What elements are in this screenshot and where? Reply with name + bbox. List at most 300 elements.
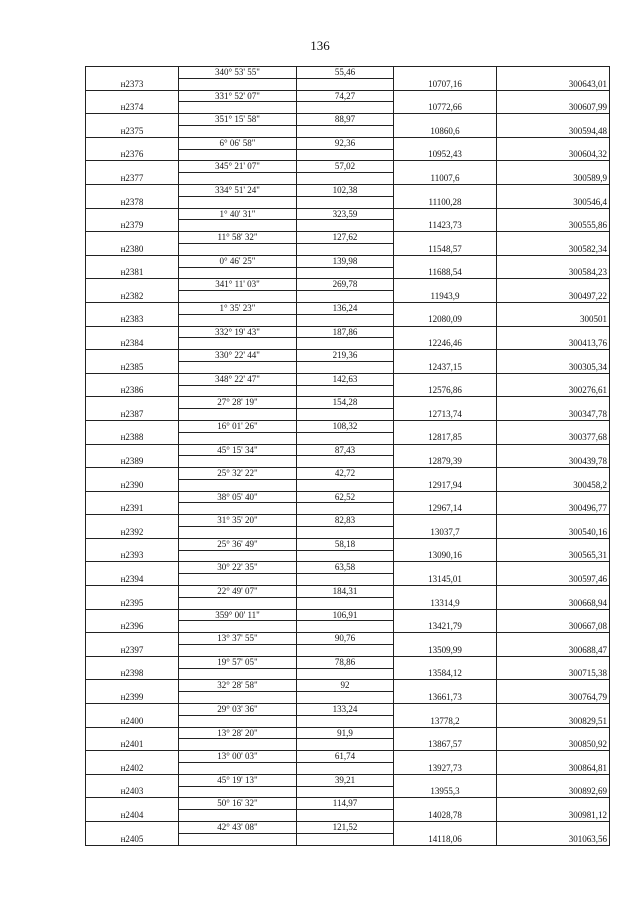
point-name-cell: н2398 xyxy=(86,668,179,680)
y-coordinate-cell: 300607,99 xyxy=(497,102,610,114)
segment-row xyxy=(86,491,610,503)
point-row xyxy=(86,102,610,114)
y-coordinate-cell xyxy=(497,67,610,79)
direction-angle-cell xyxy=(179,645,297,657)
length-cell: 58,18 xyxy=(297,538,394,550)
length-cell xyxy=(297,409,394,421)
length-cell xyxy=(297,786,394,798)
point-name-cell xyxy=(86,704,179,716)
segment-row xyxy=(86,137,610,149)
point-name-cell: н2376 xyxy=(86,149,179,161)
y-coordinate-cell: 300565,31 xyxy=(497,550,610,562)
x-coordinate-cell: 13927,73 xyxy=(394,763,497,775)
point-name-cell xyxy=(86,515,179,527)
segment-row xyxy=(86,633,610,645)
point-name-cell xyxy=(86,114,179,126)
point-name-cell: н2404 xyxy=(86,810,179,822)
length-cell: 78,86 xyxy=(297,656,394,668)
length-cell: 55,46 xyxy=(297,67,394,79)
point-name-cell xyxy=(86,774,179,786)
x-coordinate-cell: 14118,06 xyxy=(394,833,497,845)
length-cell: 57,02 xyxy=(297,161,394,173)
segment-row xyxy=(86,397,610,409)
point-row xyxy=(86,621,610,633)
length-cell: 91,9 xyxy=(297,727,394,739)
x-coordinate-cell: 13509,99 xyxy=(394,645,497,657)
x-coordinate-cell: 13145,01 xyxy=(394,574,497,586)
length-cell xyxy=(297,621,394,633)
point-row xyxy=(86,314,610,326)
point-name-cell xyxy=(86,538,179,550)
direction-angle-cell: 1° 40' 31" xyxy=(179,208,297,220)
segment-row xyxy=(86,255,610,267)
point-row xyxy=(86,267,610,279)
point-name-cell: н2377 xyxy=(86,173,179,185)
x-coordinate-cell: 12967,14 xyxy=(394,503,497,515)
x-coordinate-cell xyxy=(394,302,497,314)
y-coordinate-cell xyxy=(497,232,610,244)
direction-angle-cell: 13° 37' 55" xyxy=(179,633,297,645)
y-coordinate-cell: 300594,48 xyxy=(497,125,610,137)
x-coordinate-cell: 12817,85 xyxy=(394,432,497,444)
length-cell: 87,43 xyxy=(297,444,394,456)
x-coordinate-cell xyxy=(394,137,497,149)
point-row xyxy=(86,503,610,515)
y-coordinate-cell: 300892,69 xyxy=(497,786,610,798)
point-name-cell xyxy=(86,822,179,834)
x-coordinate-cell xyxy=(394,208,497,220)
point-row xyxy=(86,668,610,680)
y-coordinate-cell: 300584,23 xyxy=(497,267,610,279)
y-coordinate-cell xyxy=(497,798,610,810)
segment-row xyxy=(86,704,610,716)
direction-angle-cell: 330° 22' 44" xyxy=(179,350,297,362)
point-name-cell: н2396 xyxy=(86,621,179,633)
point-name-cell: н2383 xyxy=(86,314,179,326)
point-name-cell xyxy=(86,751,179,763)
point-row xyxy=(86,810,610,822)
direction-angle-cell: 341° 11' 03" xyxy=(179,279,297,291)
direction-angle-cell xyxy=(179,833,297,845)
direction-angle-cell: 29° 03' 36" xyxy=(179,704,297,716)
point-row xyxy=(86,479,610,491)
point-name-cell xyxy=(86,90,179,102)
y-coordinate-cell: 300589,9 xyxy=(497,173,610,185)
point-row xyxy=(86,385,610,397)
y-coordinate-cell xyxy=(497,656,610,668)
point-name-cell: н2394 xyxy=(86,574,179,586)
point-row xyxy=(86,550,610,562)
direction-angle-cell xyxy=(179,314,297,326)
direction-angle-cell xyxy=(179,125,297,137)
direction-angle-cell: 332° 19' 43" xyxy=(179,326,297,338)
y-coordinate-cell: 300688,47 xyxy=(497,645,610,657)
point-name-cell xyxy=(86,208,179,220)
point-row xyxy=(86,149,610,161)
point-name-cell: н2403 xyxy=(86,786,179,798)
coordinates-table xyxy=(85,66,610,846)
length-cell xyxy=(297,267,394,279)
point-name-cell xyxy=(86,326,179,338)
y-coordinate-cell xyxy=(497,609,610,621)
length-cell: 133,24 xyxy=(297,704,394,716)
point-name-cell xyxy=(86,468,179,480)
direction-angle-cell xyxy=(179,739,297,751)
x-coordinate-cell: 11548,57 xyxy=(394,243,497,255)
segment-row xyxy=(86,822,610,834)
direction-angle-cell: 42° 43' 08" xyxy=(179,822,297,834)
direction-angle-cell xyxy=(179,715,297,727)
direction-angle-cell xyxy=(179,173,297,185)
length-cell: 106,91 xyxy=(297,609,394,621)
length-cell xyxy=(297,196,394,208)
y-coordinate-cell xyxy=(497,680,610,692)
segment-row xyxy=(86,515,610,527)
y-coordinate-cell xyxy=(497,114,610,126)
length-cell: 139,98 xyxy=(297,255,394,267)
x-coordinate-cell: 13584,12 xyxy=(394,668,497,680)
x-coordinate-cell xyxy=(394,586,497,598)
y-coordinate-cell: 300597,46 xyxy=(497,574,610,586)
direction-angle-cell: 31° 35' 20" xyxy=(179,515,297,527)
point-name-cell: н2375 xyxy=(86,125,179,137)
y-coordinate-cell xyxy=(497,774,610,786)
direction-angle-cell: 6° 06' 58" xyxy=(179,137,297,149)
segment-row xyxy=(86,798,610,810)
point-name-cell xyxy=(86,350,179,362)
length-cell: 74,27 xyxy=(297,90,394,102)
length-cell: 42,72 xyxy=(297,468,394,480)
x-coordinate-cell: 12080,09 xyxy=(394,314,497,326)
y-coordinate-cell xyxy=(497,397,610,409)
length-cell: 142,63 xyxy=(297,373,394,385)
segment-row xyxy=(86,373,610,385)
point-name-cell: н2405 xyxy=(86,833,179,845)
x-coordinate-cell: 12713,74 xyxy=(394,409,497,421)
length-cell: 187,86 xyxy=(297,326,394,338)
direction-angle-cell xyxy=(179,243,297,255)
x-coordinate-cell: 14028,78 xyxy=(394,810,497,822)
y-coordinate-cell xyxy=(497,538,610,550)
length-cell xyxy=(297,692,394,704)
length-cell xyxy=(297,763,394,775)
length-cell xyxy=(297,833,394,845)
segment-row xyxy=(86,586,610,598)
x-coordinate-cell xyxy=(394,704,497,716)
point-row xyxy=(86,739,610,751)
y-coordinate-cell: 300458,2 xyxy=(497,479,610,491)
x-coordinate-cell xyxy=(394,350,497,362)
direction-angle-cell xyxy=(179,291,297,303)
y-coordinate-cell xyxy=(497,420,610,432)
segment-row xyxy=(86,727,610,739)
y-coordinate-cell: 300347,78 xyxy=(497,409,610,421)
x-coordinate-cell xyxy=(394,184,497,196)
y-coordinate-cell xyxy=(497,161,610,173)
direction-angle-cell: 13° 00' 03" xyxy=(179,751,297,763)
segment-row xyxy=(86,67,610,79)
segment-row xyxy=(86,350,610,362)
segment-row xyxy=(86,420,610,432)
direction-angle-cell: 11° 58' 32" xyxy=(179,232,297,244)
direction-angle-cell: 1° 35' 23" xyxy=(179,302,297,314)
point-name-cell: н2379 xyxy=(86,220,179,232)
x-coordinate-cell: 10772,66 xyxy=(394,102,497,114)
length-cell: 88,97 xyxy=(297,114,394,126)
direction-angle-cell: 27° 28' 19" xyxy=(179,397,297,409)
point-name-cell xyxy=(86,397,179,409)
length-cell: 127,62 xyxy=(297,232,394,244)
point-name-cell xyxy=(86,680,179,692)
point-row xyxy=(86,715,610,727)
y-coordinate-cell: 300496,77 xyxy=(497,503,610,515)
length-cell xyxy=(297,432,394,444)
segment-row xyxy=(86,562,610,574)
point-row xyxy=(86,692,610,704)
y-coordinate-cell: 300555,86 xyxy=(497,220,610,232)
point-name-cell: н2381 xyxy=(86,267,179,279)
y-coordinate-cell: 300439,78 xyxy=(497,456,610,468)
length-cell: 92,36 xyxy=(297,137,394,149)
length-cell: 61,74 xyxy=(297,751,394,763)
length-cell: 114,97 xyxy=(297,798,394,810)
y-coordinate-cell xyxy=(497,350,610,362)
x-coordinate-cell xyxy=(394,90,497,102)
y-coordinate-cell: 300764,79 xyxy=(497,692,610,704)
direction-angle-cell xyxy=(179,267,297,279)
point-name-cell xyxy=(86,491,179,503)
point-row xyxy=(86,291,610,303)
direction-angle-cell: 45° 15' 34" xyxy=(179,444,297,456)
direction-angle-cell xyxy=(179,385,297,397)
point-name-cell: н2386 xyxy=(86,385,179,397)
x-coordinate-cell xyxy=(394,444,497,456)
y-coordinate-cell xyxy=(497,751,610,763)
x-coordinate-cell: 13037,7 xyxy=(394,527,497,539)
length-cell: 62,52 xyxy=(297,491,394,503)
point-name-cell: н2387 xyxy=(86,409,179,421)
x-coordinate-cell: 12917,94 xyxy=(394,479,497,491)
point-name-cell: н2391 xyxy=(86,503,179,515)
x-coordinate-cell xyxy=(394,751,497,763)
point-name-cell xyxy=(86,373,179,385)
direction-angle-cell: 19° 57' 05" xyxy=(179,656,297,668)
point-name-cell xyxy=(86,137,179,149)
direction-angle-cell xyxy=(179,361,297,373)
segment-row xyxy=(86,302,610,314)
segment-row xyxy=(86,751,610,763)
y-coordinate-cell xyxy=(497,255,610,267)
length-cell: 136,24 xyxy=(297,302,394,314)
direction-angle-cell xyxy=(179,432,297,444)
length-cell: 82,83 xyxy=(297,515,394,527)
direction-angle-cell xyxy=(179,786,297,798)
y-coordinate-cell: 300540,16 xyxy=(497,527,610,539)
x-coordinate-cell xyxy=(394,491,497,503)
point-row xyxy=(86,243,610,255)
x-coordinate-cell: 10707,16 xyxy=(394,78,497,90)
point-row xyxy=(86,78,610,90)
point-name-cell: н2392 xyxy=(86,527,179,539)
length-cell xyxy=(297,385,394,397)
length-cell: 323,59 xyxy=(297,208,394,220)
x-coordinate-cell xyxy=(394,798,497,810)
length-cell xyxy=(297,739,394,751)
point-name-cell xyxy=(86,255,179,267)
y-coordinate-cell: 300981,12 xyxy=(497,810,610,822)
x-coordinate-cell xyxy=(394,114,497,126)
length-cell xyxy=(297,550,394,562)
x-coordinate-cell xyxy=(394,774,497,786)
x-coordinate-cell xyxy=(394,609,497,621)
segment-row xyxy=(86,114,610,126)
segment-row xyxy=(86,656,610,668)
point-row xyxy=(86,361,610,373)
x-coordinate-cell: 11423,73 xyxy=(394,220,497,232)
direction-angle-cell xyxy=(179,456,297,468)
length-cell xyxy=(297,291,394,303)
x-coordinate-cell xyxy=(394,656,497,668)
direction-angle-cell xyxy=(179,409,297,421)
point-name-cell: н2399 xyxy=(86,692,179,704)
length-cell: 121,52 xyxy=(297,822,394,834)
length-cell: 219,36 xyxy=(297,350,394,362)
x-coordinate-cell: 11943,9 xyxy=(394,291,497,303)
point-name-cell xyxy=(86,184,179,196)
x-coordinate-cell: 11688,54 xyxy=(394,267,497,279)
x-coordinate-cell xyxy=(394,538,497,550)
y-coordinate-cell xyxy=(497,562,610,574)
x-coordinate-cell: 12246,46 xyxy=(394,338,497,350)
direction-angle-cell xyxy=(179,597,297,609)
y-coordinate-cell: 300501 xyxy=(497,314,610,326)
y-coordinate-cell xyxy=(497,208,610,220)
y-coordinate-cell xyxy=(497,822,610,834)
x-coordinate-cell xyxy=(394,161,497,173)
x-coordinate-cell xyxy=(394,727,497,739)
direction-angle-cell xyxy=(179,763,297,775)
y-coordinate-cell xyxy=(497,515,610,527)
x-coordinate-cell xyxy=(394,420,497,432)
direction-angle-cell xyxy=(179,102,297,114)
segment-row xyxy=(86,774,610,786)
y-coordinate-cell xyxy=(497,137,610,149)
y-coordinate-cell xyxy=(497,704,610,716)
segment-row xyxy=(86,609,610,621)
point-row xyxy=(86,173,610,185)
point-row xyxy=(86,574,610,586)
length-cell xyxy=(297,338,394,350)
direction-angle-cell xyxy=(179,78,297,90)
point-name-cell: н2395 xyxy=(86,597,179,609)
table-body xyxy=(86,67,610,846)
segment-row xyxy=(86,232,610,244)
direction-angle-cell: 16° 01' 26" xyxy=(179,420,297,432)
length-cell: 63,58 xyxy=(297,562,394,574)
length-cell: 154,28 xyxy=(297,397,394,409)
x-coordinate-cell: 13090,16 xyxy=(394,550,497,562)
point-row xyxy=(86,456,610,468)
x-coordinate-cell xyxy=(394,232,497,244)
point-name-cell: н2393 xyxy=(86,550,179,562)
y-coordinate-cell: 300377,68 xyxy=(497,432,610,444)
point-name-cell: н2397 xyxy=(86,645,179,657)
segment-row xyxy=(86,184,610,196)
direction-angle-cell xyxy=(179,149,297,161)
x-coordinate-cell: 11007,6 xyxy=(394,173,497,185)
x-coordinate-cell: 12879,39 xyxy=(394,456,497,468)
x-coordinate-cell xyxy=(394,326,497,338)
point-name-cell xyxy=(86,609,179,621)
point-row xyxy=(86,833,610,845)
y-coordinate-cell: 300497,22 xyxy=(497,291,610,303)
point-name-cell: н2374 xyxy=(86,102,179,114)
direction-angle-cell: 45° 19' 13" xyxy=(179,774,297,786)
point-name-cell: н2390 xyxy=(86,479,179,491)
length-cell xyxy=(297,597,394,609)
direction-angle-cell: 25° 32' 22" xyxy=(179,468,297,480)
length-cell: 102,38 xyxy=(297,184,394,196)
direction-angle-cell: 0° 46' 25" xyxy=(179,255,297,267)
y-coordinate-cell: 301063,56 xyxy=(497,833,610,845)
direction-angle-cell xyxy=(179,574,297,586)
length-cell: 90,76 xyxy=(297,633,394,645)
point-name-cell: н2373 xyxy=(86,78,179,90)
segment-row xyxy=(86,161,610,173)
point-name-cell xyxy=(86,161,179,173)
x-coordinate-cell xyxy=(394,822,497,834)
length-cell: 39,21 xyxy=(297,774,394,786)
length-cell xyxy=(297,645,394,657)
segment-row xyxy=(86,326,610,338)
direction-angle-cell: 22° 49' 07" xyxy=(179,586,297,598)
direction-angle-cell xyxy=(179,550,297,562)
point-name-cell: н2402 xyxy=(86,763,179,775)
point-name-cell xyxy=(86,633,179,645)
y-coordinate-cell xyxy=(497,586,610,598)
x-coordinate-cell: 13778,2 xyxy=(394,715,497,727)
length-cell: 269,78 xyxy=(297,279,394,291)
direction-angle-cell xyxy=(179,338,297,350)
direction-angle-cell: 25° 36' 49" xyxy=(179,538,297,550)
direction-angle-cell: 334° 51' 24" xyxy=(179,184,297,196)
page-number: 136 xyxy=(310,38,330,53)
length-cell xyxy=(297,810,394,822)
direction-angle-cell: 50° 16' 32" xyxy=(179,798,297,810)
y-coordinate-cell xyxy=(497,468,610,480)
point-name-cell xyxy=(86,562,179,574)
direction-angle-cell xyxy=(179,810,297,822)
point-row xyxy=(86,645,610,657)
length-cell xyxy=(297,715,394,727)
x-coordinate-cell xyxy=(394,680,497,692)
x-coordinate-cell: 10952,43 xyxy=(394,149,497,161)
x-coordinate-cell xyxy=(394,633,497,645)
y-coordinate-cell xyxy=(497,444,610,456)
length-cell xyxy=(297,527,394,539)
length-cell xyxy=(297,243,394,255)
x-coordinate-cell xyxy=(394,279,497,291)
point-row xyxy=(86,786,610,798)
x-coordinate-cell xyxy=(394,255,497,267)
length-cell xyxy=(297,102,394,114)
segment-row xyxy=(86,444,610,456)
segment-row xyxy=(86,680,610,692)
direction-angle-cell: 13° 28' 20" xyxy=(179,727,297,739)
point-name-cell: н2400 xyxy=(86,715,179,727)
x-coordinate-cell: 13661,73 xyxy=(394,692,497,704)
point-row xyxy=(86,527,610,539)
